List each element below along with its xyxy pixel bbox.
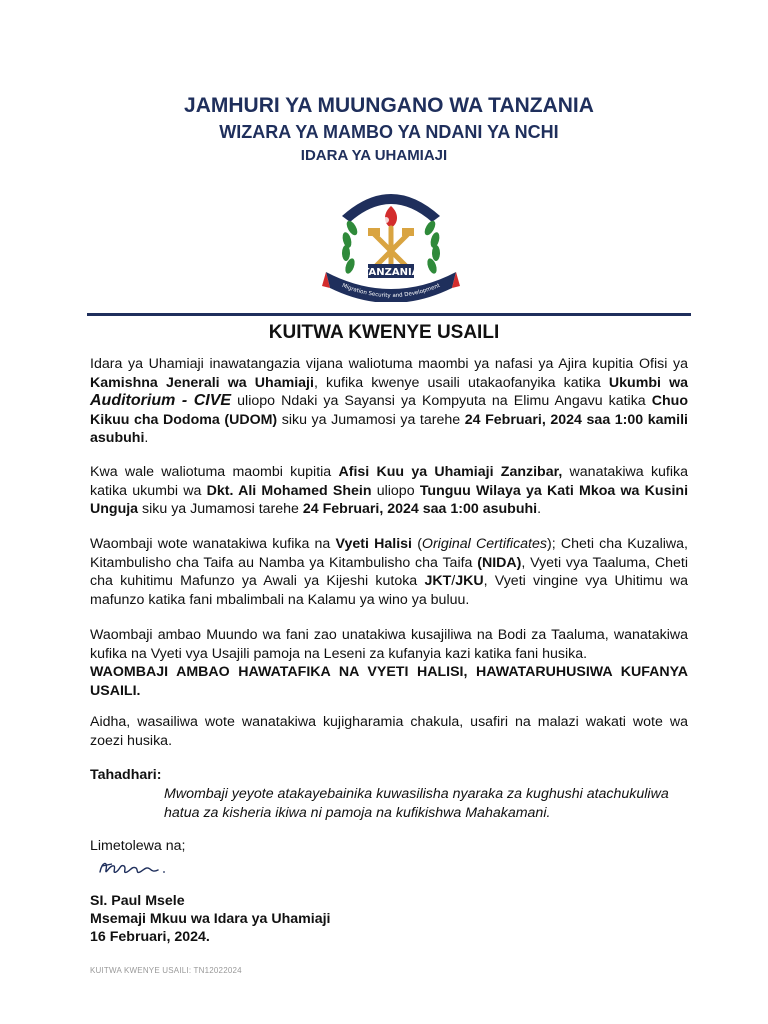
header-republic: JAMHURI YA MUUNGANO WA TANZANIA [184, 94, 594, 117]
footer-reference: KUITWA KWENYE USAILI: TN12022024 [90, 966, 242, 975]
header-divider [87, 313, 691, 316]
emblem-top-text: IMMIGRATION [354, 185, 428, 206]
immigration-emblem [322, 176, 460, 302]
header-department: IDARA YA UHAMIAJI [300, 147, 448, 164]
signatory-name: SI. Paul Msele [90, 893, 185, 909]
paragraph-professional-registration: Waombaji ambao Muundo wa fani zao unatakiwa kusajiliwa na Bodi za Taaluma, wanatakiwa kufika na Vyeti vya Usajili pamoja na Leseni za kufanyia kazi katika fani husika. WAOMBAJI AMBAO HAWATAFIKA NA VYETI HALISI, HAWATARUHUSIWA KUFANYA USAILI. [90, 627, 688, 699]
warning-label: Tahadhari: [90, 767, 162, 783]
emblem-motto: Migration Security and Development [341, 282, 441, 300]
header-ministry: WIZARA YA MAMBO YA NDANI YA NCHI [219, 122, 559, 142]
signatory-position: Msemaji Mkuu wa Idara ya Uhamiaji [90, 911, 331, 927]
issued-by-label: Limetolewa na; [90, 838, 186, 854]
signature-date: 16 Februari, 2024. [90, 929, 210, 945]
emblem-country: TANZANIA [362, 267, 420, 278]
document-title: KUITWA KWENYE USAILI [268, 322, 500, 343]
paragraph-zanzibar-interview: Kwa wale waliotuma maombi kupitia Afisi Kuu ya Uhamiaji Zanzibar, wanatakiwa kufika katika ukumbi wa Dkt. Ali Mohamed Shein uliopo Tunguu Wilaya ya Kati Mkoa wa Kusini Unguja siku ya Jumamosi tarehe 24 Februari, 2024 saa 1:00 asubuhi. [90, 464, 689, 518]
paragraph-required-documents: Waombaji wote wanatakiwa kufika na Vyeti Halisi (Original Certificates); Cheti cha Kuzaliwa, Kitambulisho cha Taifa au Namba ya Kitambulisho cha Taifa (NIDA), Vyeti vya Taaluma, Cheti cha kuhitimu Mafunzo ya Awali ya Kijeshi kutoka JKT/JKU, Vyeti vingine vya Uhitimu wa mafunzo katika fani mbalimbali na Kalamu ya wino ya buluu. [90, 536, 688, 608]
paragraph-expenses: Aidha, wasailiwa wote wanatakiwa kujigharamia chakula, usafiri na malazi wakati wote wa zoezi husika. [90, 714, 688, 749]
signature-image [96, 854, 168, 882]
paragraph-udom-interview: Idara ya Uhamiaji inawatangazia vijana waliotuma maombi ya nafasi ya Ajira kupitia Ofisi ya Kamishna Jenerali wa Uhamiaji, kufika kwenye usaili utakaofanyika katika Ukumbi wa Auditorium - CIVE uliopo Ndaki ya Sayansi ya Kompyuta na Elimu Angavu katika Chuo Kikuu cha Dodoma (UDOM) siku ya Jumamosi ya tarehe 24 Februari, 2024 saa 1:00 kamili asubuhi. [90, 356, 689, 447]
warning-text: Mwombaji yeyote atakayebainika kuwasilisha nyaraka za kughushi atachukuliwa hatua za kisheria ikiwa ni pamoja na kufikishwa Mahakamani. [164, 786, 669, 821]
